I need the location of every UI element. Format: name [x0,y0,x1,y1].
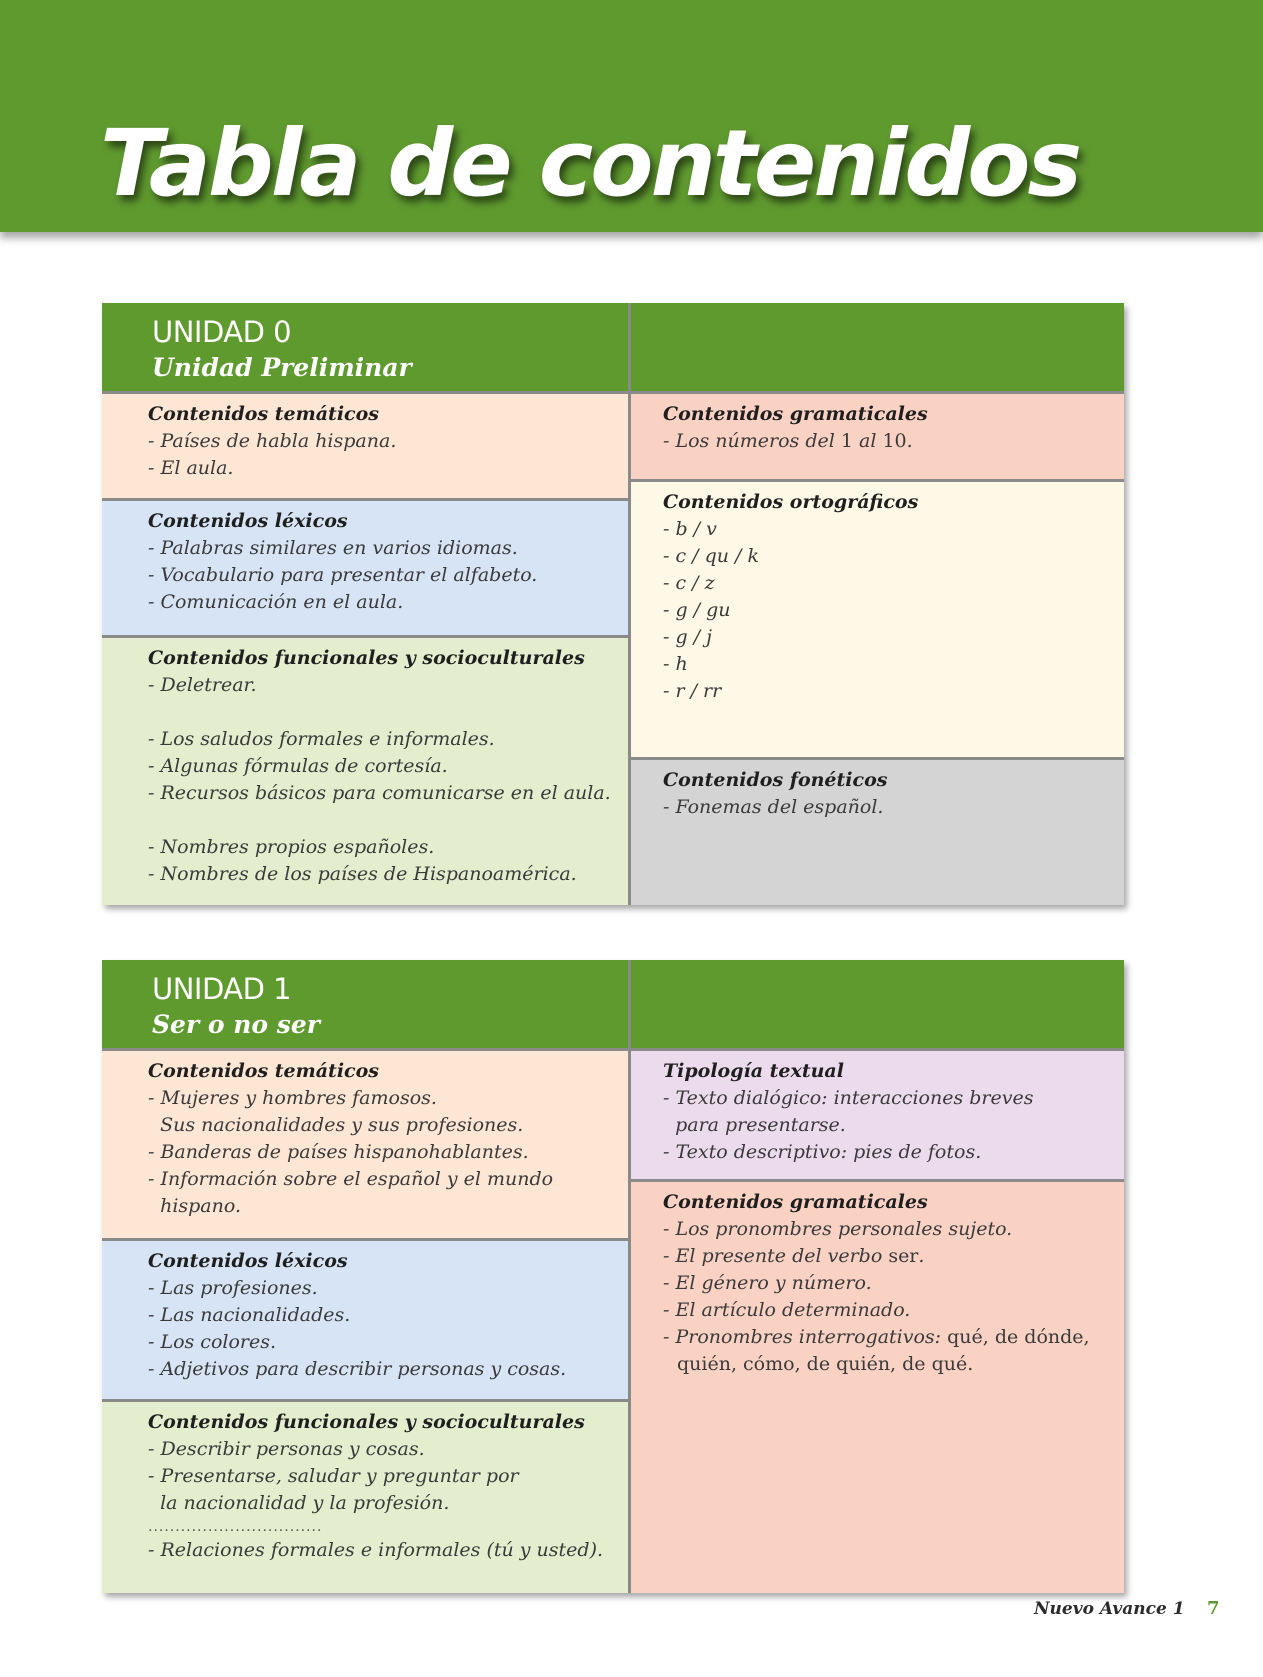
list-item: para presentarse. [663,1114,846,1136]
item-number: 1 [840,430,853,452]
list-item [663,1324,1114,1351]
list-item: - g / j [663,626,712,648]
list-item: - Comunicación en el aula. [148,591,404,613]
unit-1-funcionales [102,1399,628,1593]
section-title: Contenidos gramaticales [663,403,928,425]
dotted-separator: ................................ [148,1519,323,1535]
list-item: - Los saludos formales e informales. [148,728,495,750]
list-item [663,428,1114,455]
list-item: - Palabras similares en varios idiomas. [148,537,518,559]
unit-0-number: UNIDAD 0 [152,315,292,349]
list-gap [148,699,618,726]
list-item: - Relaciones formales e informales (tú y usted). [148,1539,604,1561]
list-item: - b / v [663,518,717,540]
column-divider [628,1048,631,1593]
page-title: Tabla de contenidos [100,110,1080,217]
list-item: - Información sobre el español y el mundo [148,1168,554,1190]
list-item: - Países de habla hispana. [148,430,397,452]
section-title: Contenidos funcionales y socioculturales [148,647,585,669]
section-title: Contenidos funcionales y socioculturales [148,1411,585,1433]
item-text: - El presente del verbo [663,1245,889,1267]
list-item: - El artículo determinado. [663,1299,911,1321]
list-item: - Adjetivos para describir personas y cosas. [148,1358,567,1380]
unit-1-lexicos [102,1238,628,1399]
list-item: - h [663,653,688,675]
list-item [663,1351,1114,1378]
list-item: - Mujeres y hombres famosos. [148,1087,437,1109]
list-item [663,1243,1114,1270]
header-divider [628,303,631,391]
section-title: Tipología textual [663,1060,844,1082]
section-title: Contenidos léxicos [148,1250,348,1272]
footer-book-title: Nuevo Avance 1 [1034,1599,1185,1619]
list-item: - g / gu [663,599,731,621]
item-text: . [906,430,913,452]
section-title: Contenidos ortográficos [663,491,919,513]
list-item: - Texto dialógico: interacciones breves [663,1087,1034,1109]
list-item: - Los pronombres personales sujeto. [663,1218,1013,1240]
section-title: Contenidos gramaticales [663,1191,928,1213]
list-item: - Deletrear. [148,674,257,696]
footer-page-number: 7 [1207,1598,1220,1619]
item-number: 10 [882,430,907,452]
unit-0-header [102,303,1124,391]
unit-1-tematicos [102,1048,628,1238]
unit-0-gramaticales [631,391,1124,479]
column-divider [628,391,631,905]
list-item: - Vocabulario para presentar el alfabeto. [148,564,538,586]
section-title: Contenidos temáticos [148,403,379,425]
item-text: al [852,430,883,452]
list-item: - El aula. [148,457,234,479]
unit-1-header [102,960,1124,1048]
list-item: - Fonemas del español. [663,796,884,818]
list-item: - r / rr [663,680,722,702]
list-item: Sus nacionalidades y sus profesiones. [148,1114,524,1136]
unit-1-table [102,960,1124,1593]
unit-0-table [102,303,1124,905]
item-text: - Los números del [663,430,841,452]
list-item: - c / z [663,572,715,594]
list-item: - Presentarse, saludar y preguntar por [148,1465,519,1487]
list-item: - Los colores. [148,1331,277,1353]
item-text: . [918,1245,925,1267]
unit-0-ortograficos [631,479,1124,757]
unit-1-tipologia [631,1048,1124,1179]
unit-0-foneticos [631,757,1124,905]
item-keyword: ser [888,1245,919,1267]
list-item: - Banderas de países hispanohablantes. [148,1141,529,1163]
unit-0-tematicos [102,391,628,498]
item-keyword: qué, de dónde, [947,1326,1090,1348]
list-gap [148,807,618,834]
list-item: - c / qu / k [663,545,759,567]
section-title: Contenidos léxicos [148,510,348,532]
list-item: - Algunas fórmulas de cortesía. [148,755,448,777]
item-keyword: quién, cómo, de quién, de qué. [677,1353,974,1375]
unit-0-name: Unidad Preliminar [152,353,412,382]
header-divider [628,960,631,1048]
list-item: - Texto descriptivo: pies de fotos. [663,1141,982,1163]
list-item: - Describir personas y cosas. [148,1438,425,1460]
list-item: - Nombres propios españoles. [148,836,435,858]
section-title: Contenidos temáticos [148,1060,379,1082]
unit-1-name: Ser o no ser [152,1010,320,1039]
unit-0-funcionales [102,635,628,905]
unit-0-lexicos [102,498,628,635]
section-title: Contenidos fonéticos [663,769,888,791]
unit-1-gramaticales [631,1179,1124,1593]
list-item: - Nombres de los países de Hispanoamérica. [148,863,577,885]
list-item: - Recursos básicos para comunicarse en el aula. [148,782,611,804]
list-item: - Las nacionalidades. [148,1304,351,1326]
unit-1-number: UNIDAD 1 [152,972,292,1006]
list-item: hispano. [148,1195,242,1217]
list-item: - El género y número. [663,1272,872,1294]
list-item: - Las profesiones. [148,1277,318,1299]
list-item: la nacionalidad y la profesión. [148,1492,450,1514]
item-text: - Pronombres interrogativos: [663,1326,948,1348]
